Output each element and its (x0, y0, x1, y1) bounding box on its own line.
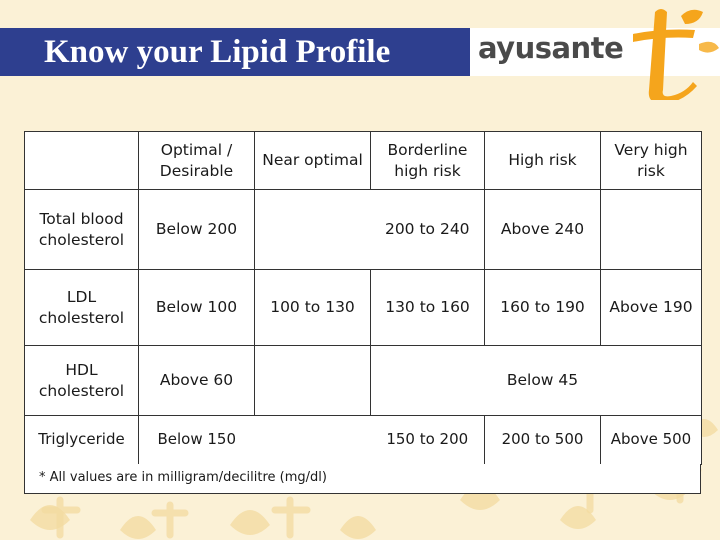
ayusante-logo-mark-icon (615, 4, 720, 100)
row-label: HDL cholesterol (25, 346, 139, 416)
table-cell (255, 190, 371, 270)
table-row (25, 416, 702, 465)
table-cell: Below 100 (139, 270, 255, 346)
logo-text: ayusante (478, 31, 624, 65)
table-cell: 160 to 190 (485, 270, 601, 346)
row-label: Triglyceride (25, 416, 139, 465)
table-row (25, 190, 702, 270)
units-footnote: * All values are in milligram/decilitre (mg/dl) (24, 464, 701, 494)
table-cell: Below 150 (139, 416, 255, 465)
table-cell: Below 45 (485, 346, 601, 416)
table-row (25, 270, 702, 346)
row-label: LDL cholesterol (25, 270, 139, 346)
lipid-profile-table (24, 131, 702, 465)
table-header-cell: Near optimal (255, 132, 371, 190)
table-cell (601, 346, 702, 416)
table-header-cell: Optimal / Desirable (139, 132, 255, 190)
table-cell: 200 to 240 (371, 190, 485, 270)
table-cell: Above 240 (485, 190, 601, 270)
table-cell: 100 to 130 (255, 270, 371, 346)
table-cell (371, 346, 485, 416)
table-cell: 200 to 500 (485, 416, 601, 465)
table-cell: Above 500 (601, 416, 702, 465)
page-title: Know your Lipid Profile (44, 34, 391, 70)
table-cell: Below 200 (139, 190, 255, 270)
table-cell: Above 60 (139, 346, 255, 416)
table-cell (255, 416, 371, 465)
row-label: Total blood cholesterol (25, 190, 139, 270)
table-cell: 130 to 160 (371, 270, 485, 346)
table-header-cell: High risk (485, 132, 601, 190)
table-header-cell (25, 132, 139, 190)
table-header-cell: Borderline high risk (371, 132, 485, 190)
table-cell (601, 190, 702, 270)
table-header-row (25, 132, 702, 190)
table-header-cell: Very high risk (601, 132, 702, 190)
table-cell (255, 346, 371, 416)
table-row (25, 346, 702, 416)
table-cell: 150 to 200 (371, 416, 485, 465)
table-cell: Above 190 (601, 270, 702, 346)
